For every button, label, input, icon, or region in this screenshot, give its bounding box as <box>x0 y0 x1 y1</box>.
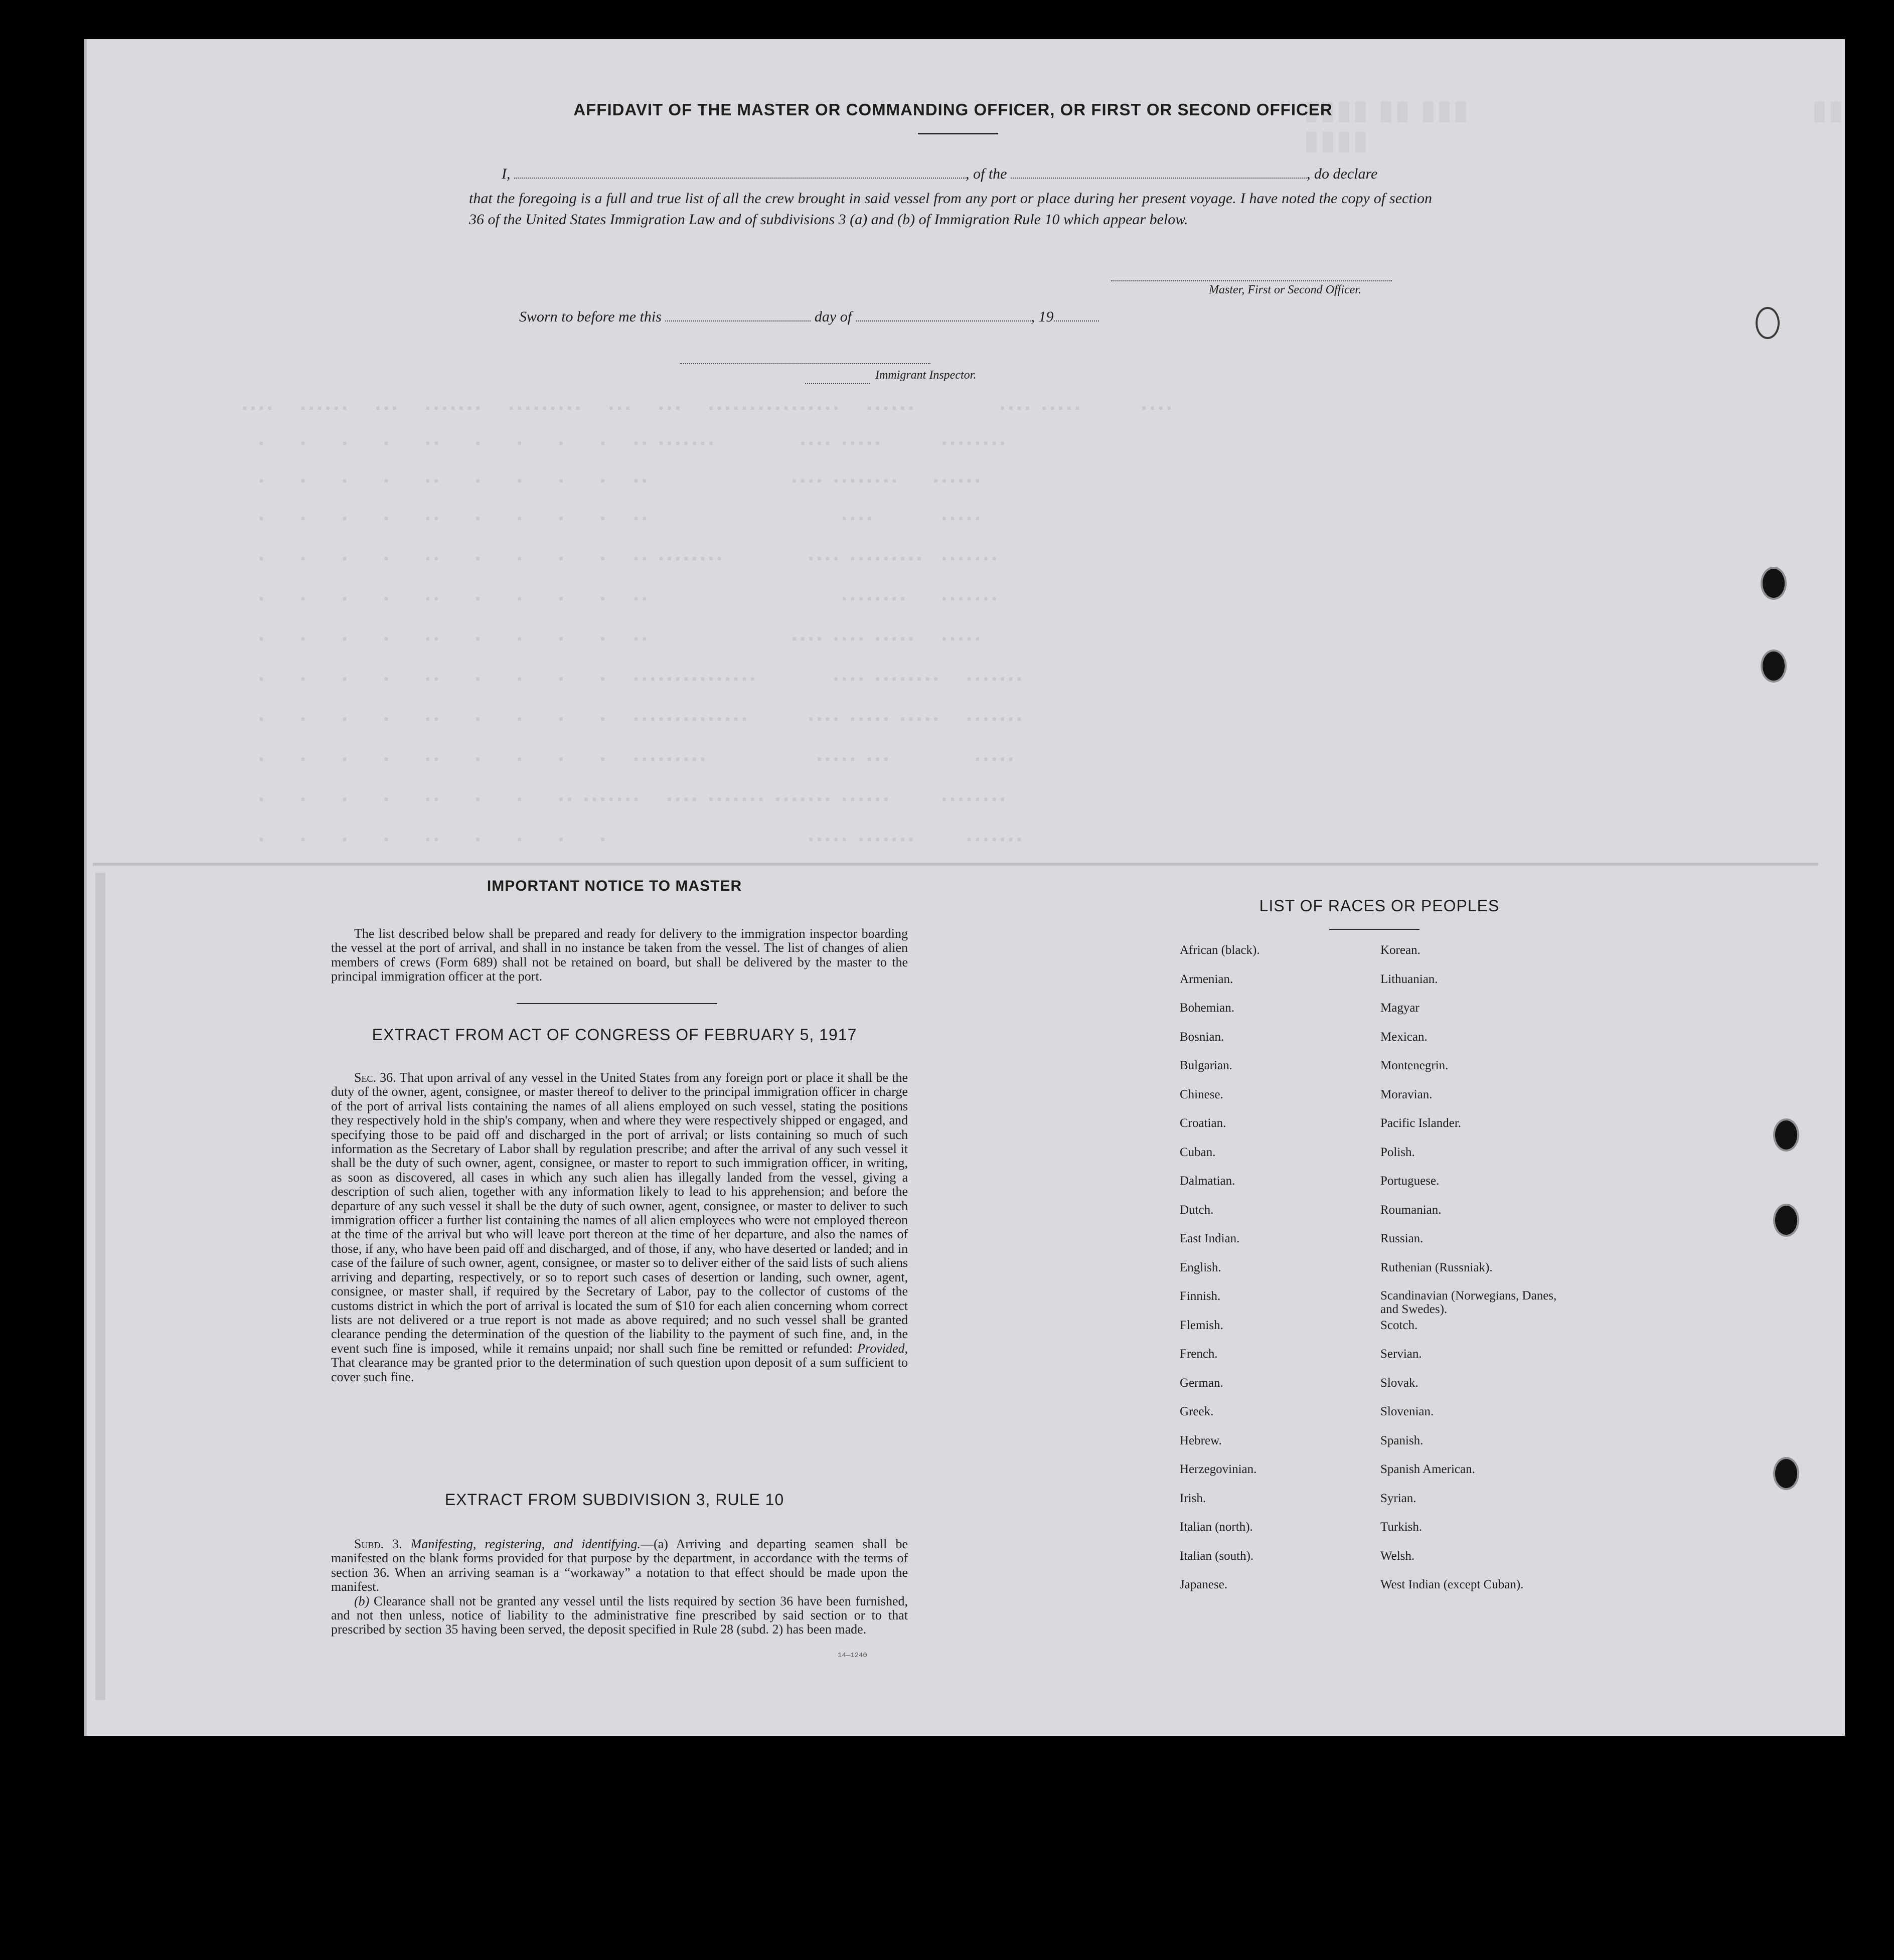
form-code: 14—1240 <box>838 1652 867 1660</box>
race-item: Bohemian. <box>1180 1001 1235 1015</box>
bleed-through-heading: ▮▮▮▮ ▮▮ ▮▮▮ ▮▮ ▮▮▮▮ <box>1304 96 1845 155</box>
race-item: Bosnian. <box>1180 1030 1224 1044</box>
race-item: Herzegovinian. <box>1180 1462 1257 1476</box>
subdivision-label: Subd. 3. <box>354 1537 402 1551</box>
race-item: Korean. <box>1380 943 1420 957</box>
race-item: Dalmatian. <box>1180 1174 1235 1188</box>
race-item: Chinese. <box>1180 1087 1223 1101</box>
sworn-year: , 19 <box>1031 308 1054 325</box>
affidavit-declaration-line <box>502 166 1377 183</box>
affidavit-of-the-label: , of the <box>966 166 1007 182</box>
proviso-label: Provided, <box>857 1341 908 1356</box>
punch-hole-icon <box>1773 1118 1799 1152</box>
master-signature-blank[interactable] <box>1111 268 1392 281</box>
race-item: Cuban. <box>1180 1145 1216 1159</box>
race-item: Hebrew. <box>1180 1433 1222 1447</box>
race-item: Polish. <box>1380 1145 1415 1159</box>
race-item: Greek. <box>1180 1405 1214 1418</box>
race-item: French. <box>1180 1347 1218 1361</box>
affidavit-declare-label: , do declare <box>1307 166 1378 182</box>
punch-hole-icon <box>1761 567 1787 600</box>
sworn-prefix: Sworn to before me this <box>519 308 662 325</box>
act-extract-text <box>331 1071 908 1384</box>
subdivision-heading: Manifesting, registering, and identifying. <box>410 1537 641 1551</box>
sworn-year-blank[interactable] <box>1054 308 1099 321</box>
race-item: Armenian. <box>1180 972 1233 986</box>
inspector-name-blank[interactable] <box>805 371 870 384</box>
race-item: Portuguese. <box>1380 1174 1440 1188</box>
races-column-1 <box>1180 943 1375 1606</box>
underlying-page-edge <box>95 873 105 1700</box>
race-item: Mexican. <box>1380 1030 1428 1044</box>
master-signature-label: Master, First or Second Officer. <box>1209 283 1361 296</box>
notice-text <box>331 927 908 984</box>
race-item: Flemish. <box>1180 1318 1223 1332</box>
punch-hole-icon <box>1773 1457 1799 1490</box>
rule-extract-title: EXTRACT FROM SUBDIVISION 3, RULE 10 <box>444 1491 784 1509</box>
race-item: West Indian (except Cuban). <box>1380 1578 1524 1591</box>
paragraph-a: —(a) Arriving and departing seamen shall be manifested on the blank forms provided for that purpose by the department, in accordance with the terms of section 36. When an arriving seaman is a “workaway” a notation to that effect should be made upon the manifest. <box>331 1537 908 1594</box>
race-item: Slovenian. <box>1380 1405 1434 1418</box>
race-item: Scandinavian (Norwegians, Danes, and Swedes). <box>1380 1289 1557 1316</box>
race-item: Slovak. <box>1380 1376 1418 1390</box>
affidavit-statement: that the foregoing is a full and true list of all the crew brought in said vessel from any port or place during her present voyage. I have noted the copy of section 36 of the United States Immigration Law and of subdivisions 3 (a) and (b) of Immigration Rule 10 which appear below. <box>469 190 1432 228</box>
race-item: Croatian. <box>1180 1116 1226 1130</box>
race-item: English. <box>1180 1260 1221 1274</box>
inspector-label: Immigrant Inspector. <box>875 369 977 382</box>
race-item: Pacific Islander. <box>1380 1116 1462 1130</box>
race-item: Italian (north). <box>1180 1520 1253 1534</box>
section-label: Sec. 36. <box>354 1070 396 1085</box>
race-item: Japanese. <box>1180 1578 1228 1591</box>
sworn-day-blank[interactable] <box>665 308 811 321</box>
section-36-text: That upon arrival of any vessel in the United States from any foreign port or place it shall be the duty of the owner, agent, consignee, or master thereof to deliver to the principal immigration officer in charge of the port of arrival lists containing the names of all aliens employed on such vessel, stating the positions they respectively hold in the ship's company, when and where they were respectively shipped or engaged, and specifying those to be paid off and discharged in the port of arrival; or lists containing so much of such information as the Secretary of Labor shall by regulation prescribe; and after the arrival of any such vessel it shall be the duty of such owner, agent, consignee, or master to report to such immigration officer, in writing, as soon as discovered, all cases in which any such alien has illegally landed from the vessel, giving a description of such alien, together with any information likely to lead to his apprehension; and before the departure of any such vessel it shall be the duty of such owner, agent, consignee, or master to deliver to such immigration officer a further list containing the names of all alien employees who were not employed thereon at the time of the arrival but who will leave port thereon at the time of her departure, and also the names of those, if any, who have been paid off and discharged, and of those, if any, who have deserted or landed; and in case of the failure of such owner, agent, consignee, or master so to deliver either of the said lists of such aliens arriving and departing, respectively, or so to report such cases of desertion or landing, such owner, agent, consignee, or master shall, if required by the Secretary of Labor, pay to the collector of customs of the customs district in which the port of arrival is located the sum of $10 for each alien concerning whom correct lists are not delivered or a true report is not made as above required; and no such vessel shall be granted clearance pending the determination of the question of the liability to the payment of such fine, and, in the event such fine is imposed, while it remains unpaid; nor shall such fine be remitted or refunded: <box>331 1070 908 1356</box>
race-item: East Indian. <box>1180 1232 1240 1245</box>
races-column-2 <box>1380 943 1576 1606</box>
paragraph-b: Clearance shall not be granted any vessel until the lists required by section 36 have been furnished, and not then unless, notice of liability to the administrative fine prescribed by said section or to that prescribed by section 35 having been served, the deposit specified in Rule 28 (subd. 2) has been made. <box>331 1593 908 1637</box>
race-item: Montenegrin. <box>1380 1059 1449 1072</box>
race-item: Roumanian. <box>1380 1203 1442 1217</box>
title-rule <box>918 133 998 134</box>
race-item: Syrian. <box>1380 1491 1416 1505</box>
race-item: Spanish American. <box>1380 1462 1475 1476</box>
paragraph-b-label: (b) <box>354 1593 370 1608</box>
race-item: Ruthenian (Russniak). <box>1380 1260 1493 1274</box>
punch-hole-icon <box>1773 1204 1799 1237</box>
races-title: LIST OF RACES OR PEOPLES <box>1259 897 1500 915</box>
race-item: Scotch. <box>1380 1318 1418 1332</box>
notice-paragraph: The list described below shall be prepared and ready for delivery to the immigration inspector boarding the vessel at the port of arrival, and shall in no instance be taken from the vessel. The list of changes of alien members of crews (Form 689) shall not be retained on board, but shall be delivered by the master to the principal immigration officer at the port. <box>331 926 908 984</box>
sworn-month-blank[interactable] <box>856 308 1031 321</box>
race-item: Finnish. <box>1180 1289 1221 1303</box>
punch-hole-icon <box>1761 649 1787 683</box>
section-divider <box>517 1003 717 1004</box>
race-item: Welsh. <box>1380 1549 1415 1563</box>
sworn-line <box>519 308 1099 325</box>
race-item: Russian. <box>1380 1232 1424 1245</box>
affidavit-i-label: I, <box>502 166 511 182</box>
race-item: Irish. <box>1180 1491 1206 1505</box>
vessel-blank[interactable] <box>1011 166 1307 179</box>
race-item: African (black). <box>1180 943 1260 957</box>
rule-extract-text <box>331 1537 908 1637</box>
race-item: Spanish. <box>1380 1433 1424 1447</box>
races-list <box>1174 943 1575 1595</box>
act-extract-title: EXTRACT FROM ACT OF CONGRESS OF FEBRUARY 5, 1917 <box>372 1026 857 1044</box>
notice-title: IMPORTANT NOTICE TO MASTER <box>487 878 742 894</box>
race-item: Moravian. <box>1380 1087 1433 1101</box>
page-fold-crease <box>93 863 1818 866</box>
name-blank[interactable] <box>514 166 966 179</box>
race-item: Servian. <box>1380 1347 1422 1361</box>
races-title-rule <box>1329 929 1419 930</box>
sworn-day-of: day of <box>814 308 852 325</box>
affidavit-title: AFFIDAVIT OF THE MASTER OR COMMANDING OFFICER, OR FIRST OR SECOND OFFICER <box>573 100 1333 119</box>
race-item: Italian (south). <box>1180 1549 1254 1563</box>
punch-hole-icon <box>1756 307 1780 339</box>
race-item: Magyar <box>1380 1001 1419 1015</box>
race-item: Bulgarian. <box>1180 1059 1232 1072</box>
race-item: Lithuanian. <box>1380 972 1438 986</box>
race-item: German. <box>1180 1376 1223 1390</box>
proviso-text: That clearance may be granted prior to the determination of such question upon deposit of a sum sufficient to cover such fine. <box>331 1355 908 1384</box>
race-item: Turkish. <box>1380 1520 1423 1534</box>
race-item: Dutch. <box>1180 1203 1214 1217</box>
inspector-signature-blank[interactable] <box>680 351 930 364</box>
